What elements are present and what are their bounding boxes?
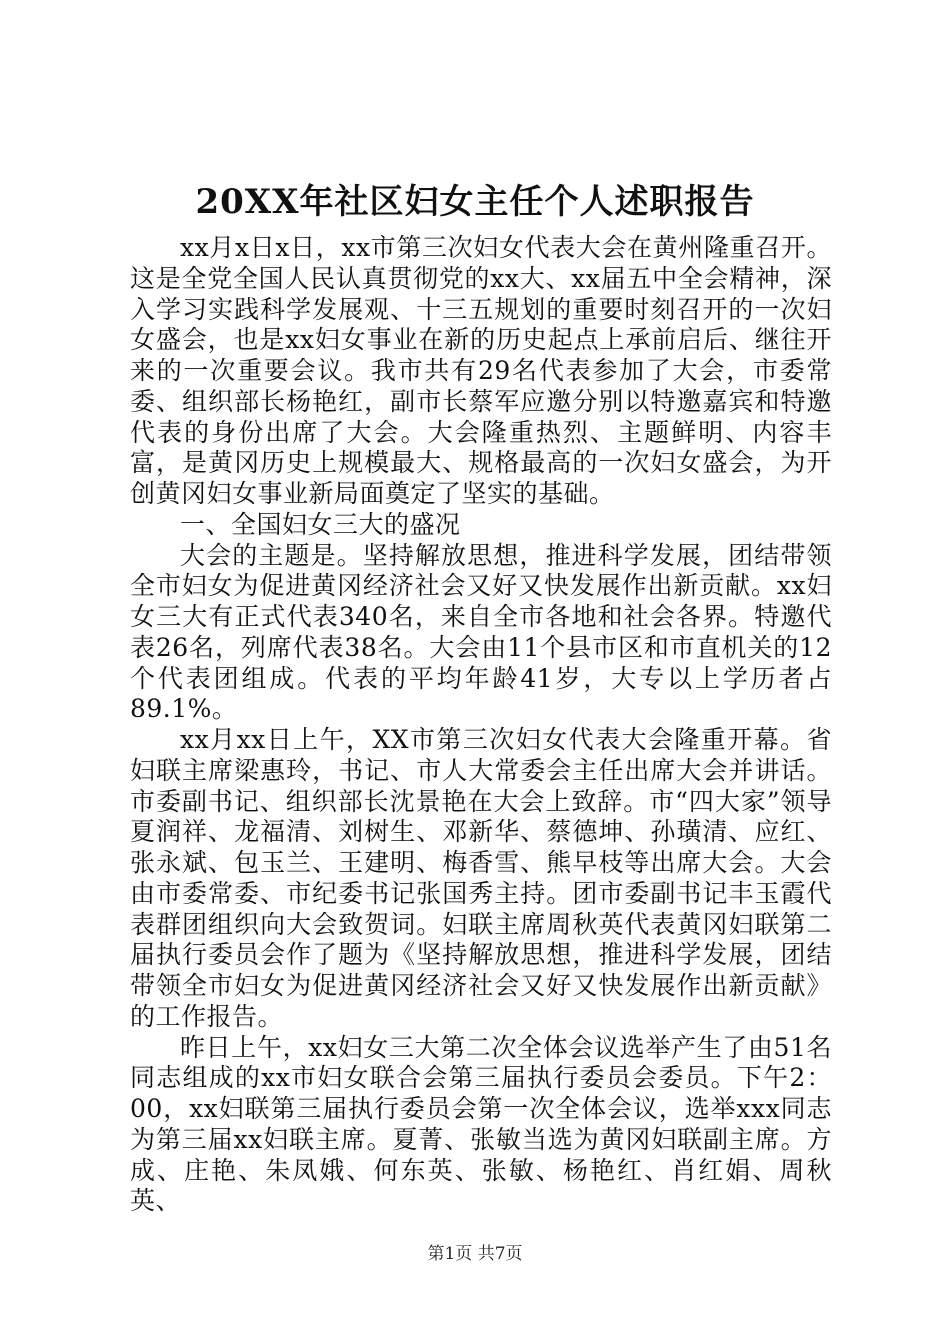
page-footer: 第1页 共7页 [427, 1244, 523, 1264]
paragraph-intro: xx月x日x日，xx市第三次妇女代表大会在黄州隆重召开。这是全党全国人民认真贯彻党的xx大、xx届五中全会精神，深入学习实践科学发展观、十三五规划的重要时刻召开的一次妇女盛会，也是xx妇女事业在新的历史起点上承前启后、继往开来的一次重要会议。我市共有29名代表参加了大会，市委常委、组织部长杨艳红，副市长蔡军应邀分别以特邀嘉宾和特邀代表的身份出席了大会。大会隆重热烈、主题鲜明、内容丰富，是黄冈历史上规模最大、规格最高的一次妇女盛会，为开创黄冈妇女事业新局面奠定了坚实的基础。 [130, 233, 832, 508]
paragraph-election: 昨日上午，xx妇女三大第二次全体会议选举产生了由51名同志组成的xx市妇女联合会第三届执行委员会委员。下午2：00，xx妇联第三届执行委员会第一次全体会议，选举xxx同志为第三届xx妇联主席。夏菁、张敏当选为黄冈妇联副主席。方成、庄艳、朱凤娥、何东英、张敏、杨艳红、肖红娟、周秋英、 [130, 1032, 832, 1216]
paragraph-opening: xx月xx日上午，XX市第三次妇女代表大会隆重开幕。省妇联主席梁惠玲，书记、市人大常委会主任出席大会并讲话。市委副书记、组织部长沈景艳在大会上致辞。市“四大家”领导夏润祥、龙福清、刘树生、邓新华、蔡德坤、孙璜清、应红、张永斌、包玉兰、王建明、梅香雪、熊早枝等出席大会。大会由市委常委、市纪委书记张国秀主持。团市委副书记丰玉霞代表群团组织向大会致贺词。妇联主席周秋英代表黄冈妇联第二届执行委员会作了题为《坚持解放思想，推进科学发展，团结带领全市妇女为促进黄冈经济社会又好又快发展作出新贡献》的工作报告。 [130, 725, 832, 1031]
paragraph-theme: 大会的主题是。坚持解放思想，推进科学发展，团结带领全市妇女为促进黄冈经济社会又好又快发展作出新贡献。xx妇女三大有正式代表340名，来自全市各地和社会各界。特邀代表26名，列席代表38名。大会由11个县市区和市直机关的12个代表团组成。代表的平均年龄41岁，大专以上学历者占89.1%。 [130, 540, 832, 724]
document-title: 20XX年社区妇女主任个人述职报告 [195, 182, 755, 222]
document-body [130, 233, 832, 1217]
section-heading: 一、全国妇女三大的盛况 [180, 509, 461, 539]
